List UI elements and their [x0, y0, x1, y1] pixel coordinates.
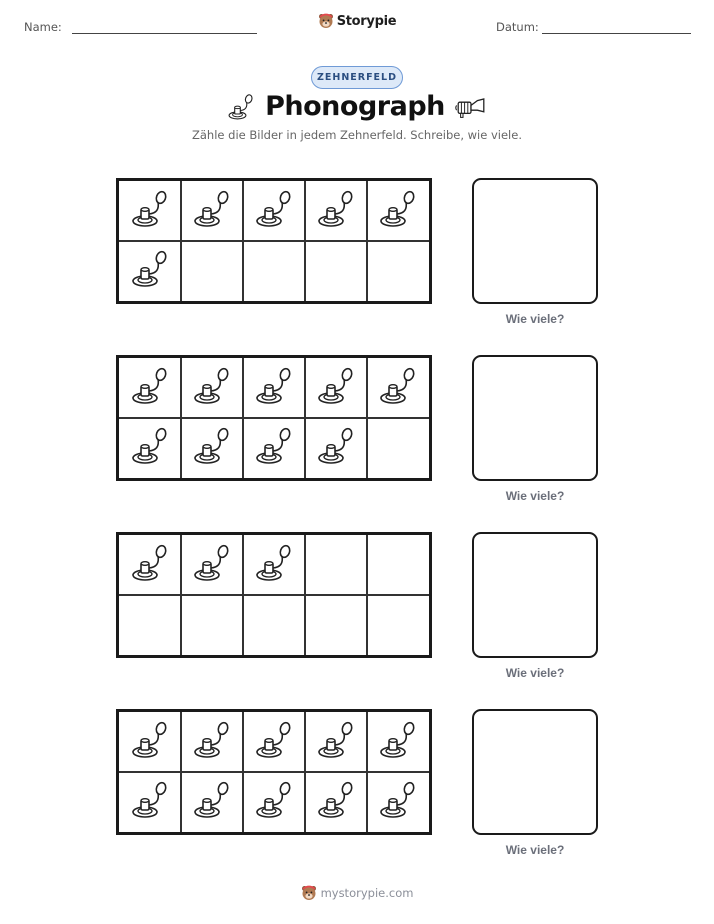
phonograph-icon	[192, 780, 232, 825]
ten-frame-cell	[119, 595, 181, 655]
phonograph-icon	[254, 780, 294, 825]
name-label: Name:	[24, 20, 62, 34]
ten-frame-cell	[367, 712, 429, 772]
answer-box[interactable]	[472, 355, 598, 481]
answer-box[interactable]	[472, 532, 598, 658]
ten-frame-cell	[305, 535, 367, 595]
category-badge: ZEHNERFELD	[311, 66, 403, 89]
answer-prompt: Wie viele?	[505, 489, 565, 503]
phonograph-icon	[130, 189, 170, 234]
answer-prompt: Wie viele?	[505, 312, 565, 326]
page-title: Phonograph	[265, 91, 445, 122]
ten-frame-cell	[243, 181, 305, 241]
ten-frame-cell	[367, 772, 429, 832]
ten-frame-cell	[305, 712, 367, 772]
phonograph-icon	[378, 366, 418, 411]
phonograph-icon	[130, 720, 170, 765]
footer-url[interactable]: mystorypie.com	[320, 886, 414, 900]
answer-prompt: Wie viele?	[505, 843, 565, 857]
ten-frame-cell	[367, 181, 429, 241]
phonograph-icon	[192, 426, 232, 471]
ten-frame-cell	[181, 418, 243, 478]
ten-frame-cell	[181, 535, 243, 595]
ten-frame	[116, 532, 432, 658]
ten-frame-cell	[305, 418, 367, 478]
phonograph-icon	[316, 720, 356, 765]
phonograph-icon	[130, 426, 170, 471]
ten-frame-cell	[243, 772, 305, 832]
phonograph-icon	[316, 366, 356, 411]
ten-frame-cell	[243, 712, 305, 772]
ten-frame-cell	[181, 241, 243, 301]
phonograph-icon	[130, 249, 170, 294]
ten-frame-cell	[305, 241, 367, 301]
ten-frame-cell	[243, 418, 305, 478]
answer-box[interactable]	[472, 178, 598, 304]
phonograph-icon	[130, 366, 170, 411]
title-row	[0, 91, 714, 122]
phonograph-icon	[130, 780, 170, 825]
ten-frame-cell	[119, 418, 181, 478]
ten-frame-cell	[119, 358, 181, 418]
bear-logo-icon	[318, 13, 334, 29]
ten-frame	[116, 709, 432, 835]
phonograph-icon	[254, 543, 294, 588]
phonograph-icon	[227, 93, 255, 121]
ten-frame-cell	[119, 712, 181, 772]
brand	[0, 13, 714, 34]
phonograph-icon	[192, 543, 232, 588]
phonograph-icon	[192, 189, 232, 234]
phonograph-icon	[192, 366, 232, 411]
ten-frame-cell	[119, 181, 181, 241]
phonograph-icon	[316, 189, 356, 234]
ten-frame-cell	[181, 358, 243, 418]
ten-frame-cell	[305, 772, 367, 832]
ten-frame-cell	[305, 595, 367, 655]
ten-frame-cell	[181, 595, 243, 655]
phonograph-icon	[254, 189, 294, 234]
phonograph-icon	[378, 780, 418, 825]
ten-frame	[116, 178, 432, 304]
ten-frame-cell	[243, 595, 305, 655]
ten-frame-cell	[243, 241, 305, 301]
ten-frame-cell	[119, 772, 181, 832]
ten-frame-cell	[181, 181, 243, 241]
ten-frame-cell	[181, 712, 243, 772]
ten-frame-cell	[181, 772, 243, 832]
ten-frame-cell	[305, 358, 367, 418]
brand-name: Storypie	[336, 13, 397, 29]
phonograph-icon	[316, 780, 356, 825]
ten-frame-cell	[119, 241, 181, 301]
gramophone-icon	[455, 94, 487, 120]
phonograph-icon	[378, 720, 418, 765]
date-line[interactable]	[542, 33, 691, 34]
ten-frame-cell	[119, 535, 181, 595]
bear-logo-icon	[301, 885, 317, 901]
ten-frame-cell	[367, 358, 429, 418]
answer-prompt: Wie viele?	[505, 666, 565, 680]
ten-frame-cell	[243, 535, 305, 595]
ten-frame-cell	[367, 595, 429, 655]
phonograph-icon	[254, 720, 294, 765]
ten-frame-cell	[367, 535, 429, 595]
phonograph-icon	[254, 426, 294, 471]
phonograph-icon	[254, 366, 294, 411]
ten-frame-cell	[367, 418, 429, 478]
phonograph-icon	[316, 426, 356, 471]
phonograph-icon	[192, 720, 232, 765]
phonograph-icon	[130, 543, 170, 588]
ten-frame	[116, 355, 432, 481]
ten-frame-cell	[367, 241, 429, 301]
ten-frame-cell	[243, 358, 305, 418]
answer-box[interactable]	[472, 709, 598, 835]
date-label: Datum:	[496, 20, 539, 34]
ten-frame-cell	[305, 181, 367, 241]
instructions: Zähle die Bilder in jedem Zehnerfeld. Schreibe, wie viele.	[192, 128, 522, 142]
phonograph-icon	[378, 189, 418, 234]
footer	[0, 885, 714, 906]
